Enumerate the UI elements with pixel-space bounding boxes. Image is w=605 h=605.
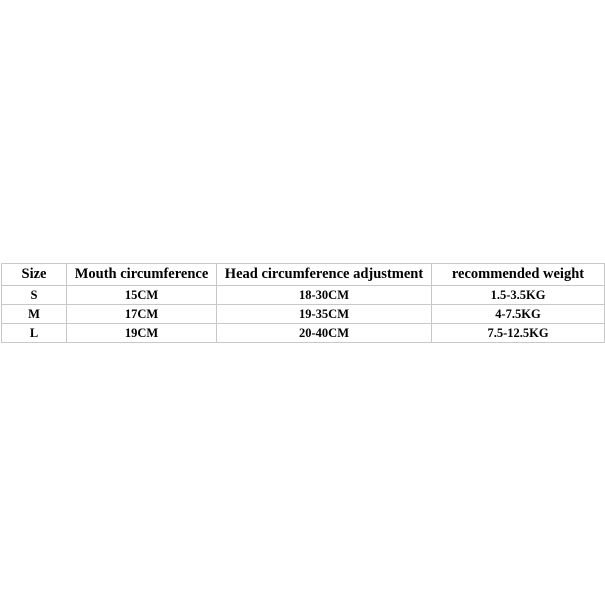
cell-head-circumference: 19-35CM <box>217 305 432 324</box>
cell-mouth-circumference: 15CM <box>67 286 217 305</box>
cell-recommended-weight: 1.5-3.5KG <box>432 286 605 305</box>
table-row <box>2 286 605 305</box>
cell-head-circumference: 18-30CM <box>217 286 432 305</box>
header-head-circumference-adjustment: Head circumference adjustment <box>217 264 432 286</box>
cell-size: S <box>2 286 67 305</box>
cell-recommended-weight: 4-7.5KG <box>432 305 605 324</box>
table-row <box>2 324 605 343</box>
header-size: Size <box>2 264 67 286</box>
cell-mouth-circumference: 17CM <box>67 305 217 324</box>
header-mouth-circumference: Mouth circumference <box>67 264 217 286</box>
cell-size: M <box>2 305 67 324</box>
size-chart-table <box>1 263 605 343</box>
cell-mouth-circumference: 19CM <box>67 324 217 343</box>
table-row <box>2 305 605 324</box>
cell-head-circumference: 20-40CM <box>217 324 432 343</box>
header-recommended-weight: recommended weight <box>432 264 605 286</box>
cell-recommended-weight: 7.5-12.5KG <box>432 324 605 343</box>
table-header-row <box>2 264 605 286</box>
cell-size: L <box>2 324 67 343</box>
